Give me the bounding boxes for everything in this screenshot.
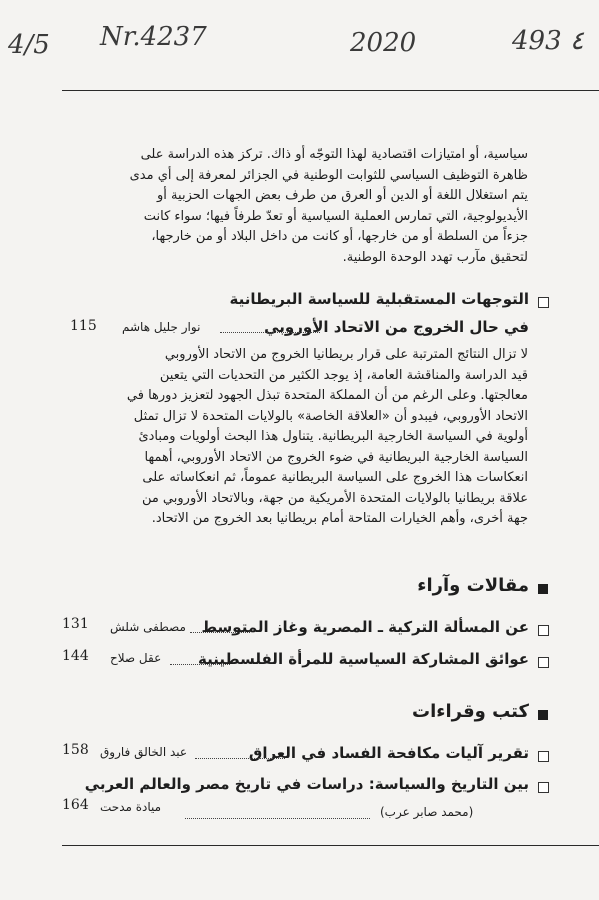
section-bullet bbox=[538, 584, 548, 594]
page-number: 164 bbox=[62, 797, 89, 813]
abstract-line: علاقة بريطانيا بالولايات المتحدة الأمريكية من جهة، وبالاتحاد الأوروبي من bbox=[141, 490, 528, 506]
toc-item-title: تقرير آليات مكافحة الفساد في العراق bbox=[248, 744, 529, 762]
toc-item-author: عقل صلاح bbox=[110, 651, 162, 665]
handwritten-fraction: 4/5 bbox=[8, 30, 50, 60]
leader-dots bbox=[195, 758, 285, 759]
intro-line: سياسية، أو امتيازات اقتصادية لهذا التوجّه أو ذاك. تركز هذه الدراسة على bbox=[140, 147, 528, 162]
abstract-line: أولوية في السياسة الخارجية البريطانية. يتناول هذا البحث أولويات ومبادئ bbox=[138, 429, 528, 444]
toc-item-title: عن المسألة التركية ـ المصرية وغاز المتوسط bbox=[201, 618, 529, 636]
abstract-line: جهة أخرى، وأهم الخيارات المتاحة أمام بريطانيا بعد الخروج من الاتحاد. bbox=[151, 511, 528, 526]
intro-line: يتم استغلال اللغة أو الدين أو العرق من طرف بعض الجهات الحزبية أو bbox=[157, 188, 528, 203]
article-title-continued: في حال الخروج من الاتحاد الأوروبي bbox=[264, 318, 529, 336]
item-checkbox bbox=[538, 782, 549, 793]
abstract-line: قيد الدراسة والمناقشة العامة، إذ يوجد الكثير من التحديات التي يتعين bbox=[159, 367, 528, 383]
abstract-line: انعكاسات هذا الخروج على السياسة البريطانية عموماً، ثم انعكاساته على bbox=[142, 470, 528, 485]
top-rule bbox=[62, 90, 599, 91]
leader-dots bbox=[185, 818, 370, 819]
intro-line: الأيديولوجية، التي تمارس العملية السياسية أو تعدّ طرفاً فيها؛ سواء كانت bbox=[143, 208, 528, 224]
leader-dots bbox=[220, 332, 320, 333]
article-title: التوجهات المستقبلية للسياسة البريطانية bbox=[229, 290, 529, 308]
abstract-line: الاتحاد الأوروبي، فيبدو أن «العلاقة الخاصة» بالولايات المتحدة لا تزال تمثل bbox=[133, 408, 528, 424]
handwritten-year: 2020 bbox=[350, 28, 417, 58]
intro-line: ظاهرة التوظيف السياسي للثوابت الوطنية في الجزائر لمعرفة إلى أي مدى bbox=[129, 167, 528, 183]
handwritten-number: 493 ٤ bbox=[512, 26, 584, 56]
intro-paragraph bbox=[129, 145, 528, 268]
handwritten-code: Nr.4237 bbox=[100, 22, 207, 52]
item-checkbox bbox=[538, 751, 549, 762]
page-number: 144 bbox=[62, 648, 89, 664]
toc-item-title: بين التاريخ والسياسة: دراسات في تاريخ مصر والعالم العربي bbox=[84, 775, 529, 793]
abstract-line: السياسة الخارجية البريطانية في ضوء الخروج من الاتحاد الأوروبي، أهمها bbox=[144, 449, 528, 465]
page-number: 158 bbox=[62, 742, 89, 758]
item-checkbox bbox=[538, 657, 549, 668]
toc-item-title: عوائق المشاركة السياسية للمرأة الفلسطينية bbox=[198, 650, 529, 668]
abstract-line: لا تزال النتائج المترتبة على قرار بريطانيا الخروج من الاتحاد الأوروبي bbox=[164, 347, 528, 362]
toc-item-author: مصطفى شلش bbox=[110, 620, 186, 634]
intro-line: جزءاً من السلطة أو من خارجها، أو كانت من داخل البلاد أو من خارجها، bbox=[151, 229, 528, 244]
section-bullet bbox=[538, 710, 548, 720]
article-abstract bbox=[126, 345, 528, 530]
page-number: 115 bbox=[70, 318, 97, 334]
book-author-parenthetical: (محمد صابر عرب) bbox=[380, 805, 474, 819]
abstract-line: معالجتها. وعلى الرغم من أن المملكة المتحدة تبذل الجهود لتعزيز دورها في bbox=[126, 388, 528, 403]
item-checkbox bbox=[538, 625, 549, 636]
page-number: 131 bbox=[62, 616, 89, 632]
leader-dots bbox=[170, 664, 230, 665]
leader-dots bbox=[190, 632, 250, 633]
intro-line: لتحقيق مآرب تهدد الوحدة الوطنية. bbox=[342, 249, 528, 265]
article-checkbox bbox=[538, 297, 549, 308]
bottom-rule bbox=[62, 845, 599, 846]
section-heading-books: كتب وقراءات bbox=[412, 701, 529, 722]
toc-item-author: عبد الخالق فاروق bbox=[100, 745, 188, 759]
toc-item-author: ميادة مدحت bbox=[100, 800, 162, 814]
article-author: نوار جليل هاشم bbox=[122, 320, 201, 334]
section-heading-articles: مقالات وآراء bbox=[417, 575, 529, 596]
